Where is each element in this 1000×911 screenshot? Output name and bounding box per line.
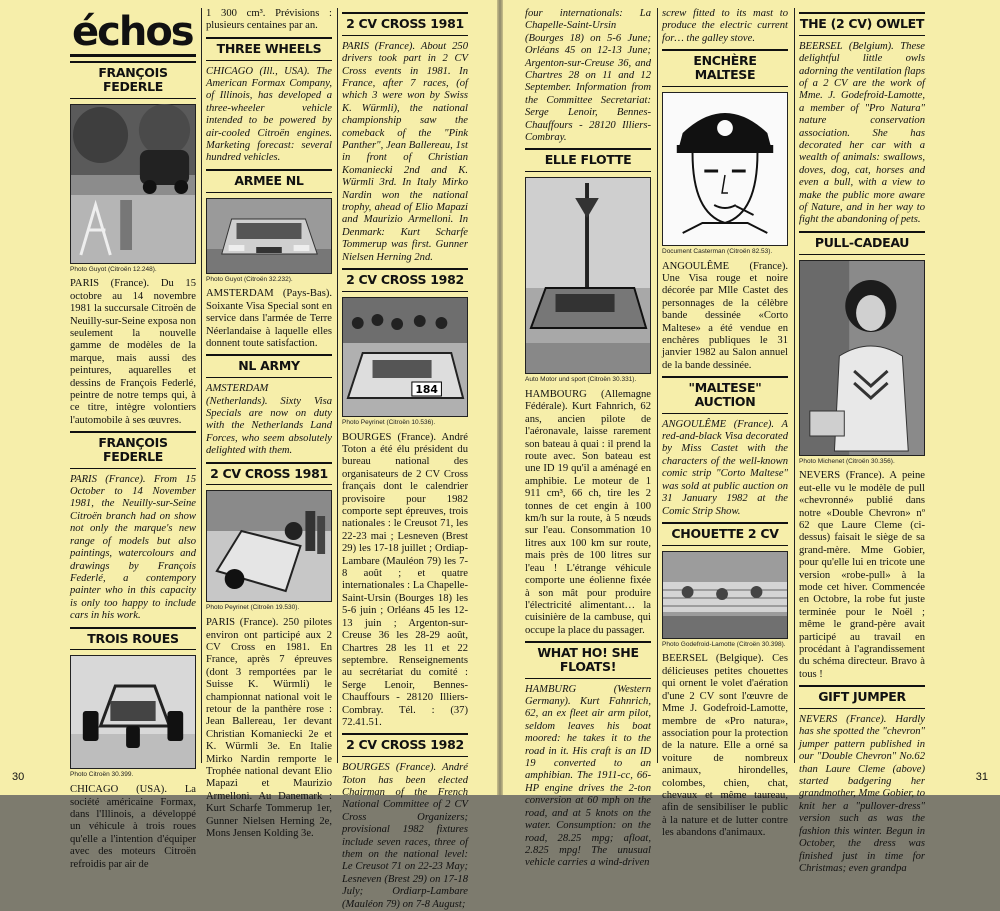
article-text: CHICAGO (Ill., USA). The American Formax Company, of Illinois, has developed a three-wheeler vehicle intended to be powered by air-cooled Citroën engines. Marketing forecast: several hundred vehicles.	[206, 65, 332, 164]
photo-caption: Photo Godefroid-Lamotte (Citroën 30.398).	[662, 640, 786, 648]
article-text: four internationals: La Chapelle-Saint-Ursin (Bourges 18) on 5-6 June; Orléans 45 on 12-13 June; Argenton-sur-Creuse 36, and Chartres 28 on 11 and 12 September. Information from the Committee Secretariat: Serge Lenoir, Bennes-Chauffours - 28120 Illiers-Combray.	[525, 8, 651, 144]
heading-francois-federle-fr: FRANÇOIS FEDERLE	[70, 61, 196, 99]
article-text: ANGOULÊME (France). A red-and-black Visa decorated by Miss Castet with the characters of the well-known comic strip "Corto Maltese" was sold at public auction on 31 January 1982 at the Comic Strip Show.	[662, 418, 788, 517]
heading-gift-jumper: GIFT JUMPER	[799, 685, 925, 709]
article-text: BOURGES (France). André Toton has been elected Chairman of the French National Committee of 2 CV Cross Organizers; provisional 1982 fixtures include seven races, three of them on the national level: Le Creusot 71 on 22-23 May; Lesneven (Brest 29) on 17-18 July; Ordiarp-Lambare (Mauléon 79) on 7-8 August;	[342, 762, 468, 910]
heading-2cv-cross-1982-en: 2 CV CROSS 1982	[342, 733, 468, 757]
photo-caption: Photo Guyot (Citroën 12.248).	[70, 265, 157, 273]
photo-visa-car	[206, 198, 332, 274]
photo-caption: Photo Michenet (Citroën 30.356).	[799, 457, 895, 465]
right-column-2	[662, 8, 788, 839]
photo-caption: Photo Citroën 30.399.	[70, 771, 134, 779]
photo-caption: Auto Motor und sport (Citroën 30.331).	[525, 376, 637, 384]
article-text: HAMBOURG (Allemagne Fédérale). Kurt Fahnrich, 62 ans, ancien pilote de l'aéronavale, laisse rarement son bateau à quai : il prend la route avec. Son bateau est une ID 19 qu'il a aménagé en amphibie. Le moteur de 1 911 cm³, 66 ch, tire les 2 tonnes de cet engin à 100 km/h sur la route, à 5 nœuds sur l'eau. Consommation 10 litres aux 100 km sur route, mais près de 100 litres sur l'eau ! L'étrange véhicule comporte une éolienne fixée à son mât pour produire l'électricité alimentant… la cuisinière de la cambuse, qui occupe la place du passager.	[525, 389, 651, 636]
article-text: HAMBURG (Western Germany). Kurt Fahnrich, 62, an ex fleet air arm pilot, seldom leaves his boat moored: he takes it to the road in it. His craft is an ID 19 converted to an amphibian. The 1911-cc, 66-HP engine drives the 2-ton conversion at 60 mph on the road, and at 5 knots on the water. Consumption: on the road, 28.25 mpg; afloat, 2.825 mpg! The unusual vehicle carries a wind-driven	[525, 683, 651, 869]
right-column-1	[525, 8, 651, 869]
heading-2cv-cross-1981-fr: 2 CV CROSS 1981	[206, 462, 332, 486]
photo-overturned-2cv	[206, 490, 332, 602]
masthead: échos	[70, 10, 196, 57]
heading-the-2cv-owlet: THE (2 CV) OWLET	[799, 12, 925, 36]
heading-chouette-2cv: CHOUETTE 2 CV	[662, 522, 788, 546]
photo-race-crowd	[342, 297, 468, 417]
photo-caption: Document Casterman (Citroën 82.53).	[662, 247, 773, 255]
article-text: BEERSEL (Belgium). These delightful little owls adorning the ventilation flaps of a 2 CV are the work of Mme. J. Godefroid-Lamotte, a member of "Pro Natura" nature conservation association. She has decorated her car with a wealth of animals: swallows, doves, dog, cat, horses and even a bull, with a view to make the public more aware of Nature, and in her way to fight the abandoning of pets.	[799, 40, 925, 226]
article-text: screw fitted to its mast to produce the electric current for… the galley stove.	[662, 8, 788, 44]
photo-caption: Photo Guyot (Citroën 32.232).	[206, 275, 293, 283]
right-column-3	[799, 8, 925, 874]
heading-what-ho-she-floats: WHAT HO! SHE FLOATS!	[525, 641, 651, 679]
heading-three-wheels: THREE WHEELS	[206, 37, 332, 61]
article-text: 1 300 cm³. Prévisions : plusieurs centaines par an.	[206, 8, 332, 32]
left-column-1	[70, 8, 196, 870]
heading-maltese-auction: "MALTESE" AUCTION	[662, 376, 788, 414]
article-text: PARIS (France). About 250 drivers took part in 2 CV Cross events in 1981. In France, after 7 races, (of which 3 were won by Swiss K. Würmli), the national championship saw the comeback of the "Pink Panther", Jean Ballereau, 1st in front of Christian Komaniecki 2nd and K. Würmli 3rd. In Italy Mirko Nardin won the national trophy, ahead of Elio Mapazi and Maurizio Armelloni. In Denmark: Kurt Scharfe Tommerup was first. Gunner Nielsen Herning 2nd.	[342, 40, 468, 263]
photo-caption: Photo Peyrinet (Citroën 19.530).	[206, 604, 300, 612]
article-text: PARIS (France). 250 pilotes environ ont participé aux 2 CV Cross en 1981. En France, après 7 épreuves (dont 3 remportées par le Suisse K. Würmli) le championnat national voit le retour de la panthère rose : Jean Ballereau, 1er devant Christian Komaniecki 2e et K. Würmli 3e. En Italie Mirko Nardin remporte le Trophée national devant Elio Mapazi et Maurizio Armellonì. Au Danemark : Kurt Scharfe Tommerup 1er, Gunner Nielsen Herning 2e, Mons Jensen Kolding 3e.	[206, 617, 332, 840]
article-text: AMSTERDAM (Pays-Bas). Soixante Visa Special sont en service dans l'armée de Terre Néerlandaise à laquelle elles donnent toute satisfaction.	[206, 288, 332, 349]
photo-caption: Photo Peyrinet (Citroën 10.536).	[342, 418, 436, 426]
heading-elle-flotte: ELLE FLOTTE	[525, 148, 651, 172]
photo-three-wheeler	[70, 655, 196, 769]
heading-2cv-cross-1981-en: 2 CV CROSS 1981	[342, 12, 468, 36]
photo-painter-garden	[70, 104, 196, 264]
left-column-3	[342, 8, 468, 910]
heading-2cv-cross-1982-fr: 2 CV CROSS 1982	[342, 268, 468, 292]
heading-enchere-maltese: ENCHÈRE MALTESE	[662, 49, 788, 87]
page-number: 31	[975, 771, 988, 783]
left-page	[0, 0, 497, 910]
heading-pull-cadeau: PULL-CADEAU	[799, 231, 925, 255]
article-text: AMSTERDAM (Netherlands). Sixty Visa Specials are now on duty with the Netherlands Land Forces, who seem absolutely delighted with them.	[206, 383, 332, 457]
photo-girl-jumper	[799, 260, 925, 456]
article-text: BEERSEL (Belgique). Ces délicieuses petites chouettes qui ornent le volet d'aération d'une 2 CV sont l'œuvre de Mme J. Godefroid-Lamotte, membre de «Pro natura», association pour la protection de la nature. Elle a orné sa voiture de nombreux animaux, hirondelles, colombes, chien, chat, chevaux et même taureau, afin de sensibiliser le public à la nature et de lutter contre les abandons d'animaux.	[662, 653, 788, 839]
svg-text:184: 184	[415, 382, 438, 396]
article-text: NEVERS (France). A peine eut-elle vu le modèle de pull «chevronné» publié dans notre «Double Chevron» nº 62 que Laure Cleme (ci-dessus) faisait le siège de sa grand-mère. Mme Gobier, pour qu'elle lui en tricote une version «robe-pull» à la mode cet hiver. Commencée en Octobre, la robe fut juste terminée pour le Noël ; même le grand-père avait participé au travail en procédant à l'agrandissement du schéma directeur. Bravo à tous !	[799, 470, 925, 680]
heading-francois-federle-en: FRANÇOIS FEDERLE	[70, 431, 196, 469]
heading-nl-army: NL ARMY	[206, 354, 332, 378]
article-text: CHICAGO (USA). La société américaine Formax, dans l'Illinois, a développé un véhicule à trois roues qu'elle a l'intention d'équiper avec des moteurs Citroën refroidis par air de	[70, 784, 196, 870]
illustration-corto-maltese	[662, 92, 788, 246]
article-text: NEVERS (France). Hardly has she spotted the "chevron" jumper pattern published in our "Double Chevron" No.62 than Laure Cleme (above) started badgering her grandmother, Mme Gobier, to knit her a "pullover-dress" version such as was the fashion this winter. Begun in October, the dress was finished just in time for Christmas; even grandpa	[799, 714, 925, 874]
article-text: PARIS (France). Du 15 octobre au 14 novembre 1981 la succursale Citroën de Neuilly-sur-Seine exposa non seulement la nouvelle gamme de modèles de la marque, mais aussi des peintures, aquarelles et dessins de François Federlé, peintre de notre temps qui, à ce titre, intègre volontiers l'automobile à ses œuvres.	[70, 278, 196, 426]
photo-owl-decorations	[662, 551, 788, 639]
right-page	[503, 0, 1000, 874]
article-text: PARIS (France). From 15 October to 14 November 1981, the Neuilly-sur-Seine Citroën branch had on show not only the marque's new range of models but also paintings, watercolours and drawings by François Federlé, a contempory painter who in this capacity is only too happy to include cars in his work.	[70, 473, 196, 622]
left-column-2	[206, 8, 332, 840]
article-text: BOURGES (France). André Toton a été élu président du bureau national des organisateurs de 2 CV Cross français dont le calendrier provisoire pour 1982 comporte sept épreuves, trois nationales : le Creusot 71, les 22-23 mai ; Lesneven (Brest 29) les 17-18 juillet ; Ordiap-Lambare (Mauléon 79) les 7-8 août ; et quatre internationales : La Chapelle-Saint-Ursin (Bourges 18) les 5-6 juin ; Orléans 45 les 12-13 juin ; Argenton-sur-Creuse 36 les 28-29 août, Chartres 28 les 11 et 22 septembre. Renseignements au secrétariat du comité : Serge Lenoir, Bennes-Chauffours - 28120 Illiers-Combray. Tél. : (37) 72.41.51.	[342, 431, 468, 728]
heading-trois-roues: TROIS ROUES	[70, 627, 196, 651]
photo-amphibian-car	[525, 177, 651, 374]
page-number: 30	[12, 771, 25, 783]
heading-armee-nl: ARMEE NL	[206, 169, 332, 193]
article-text: ANGOULÊME (France). Une Visa rouge et noire décorée par Mlle Castet des personnages de la célèbre bande dessinée «Corto Maltese» a été vendue en enchères publiques le 31 janvier 1982 au Salon annuel de la bande dessinée.	[662, 260, 788, 371]
